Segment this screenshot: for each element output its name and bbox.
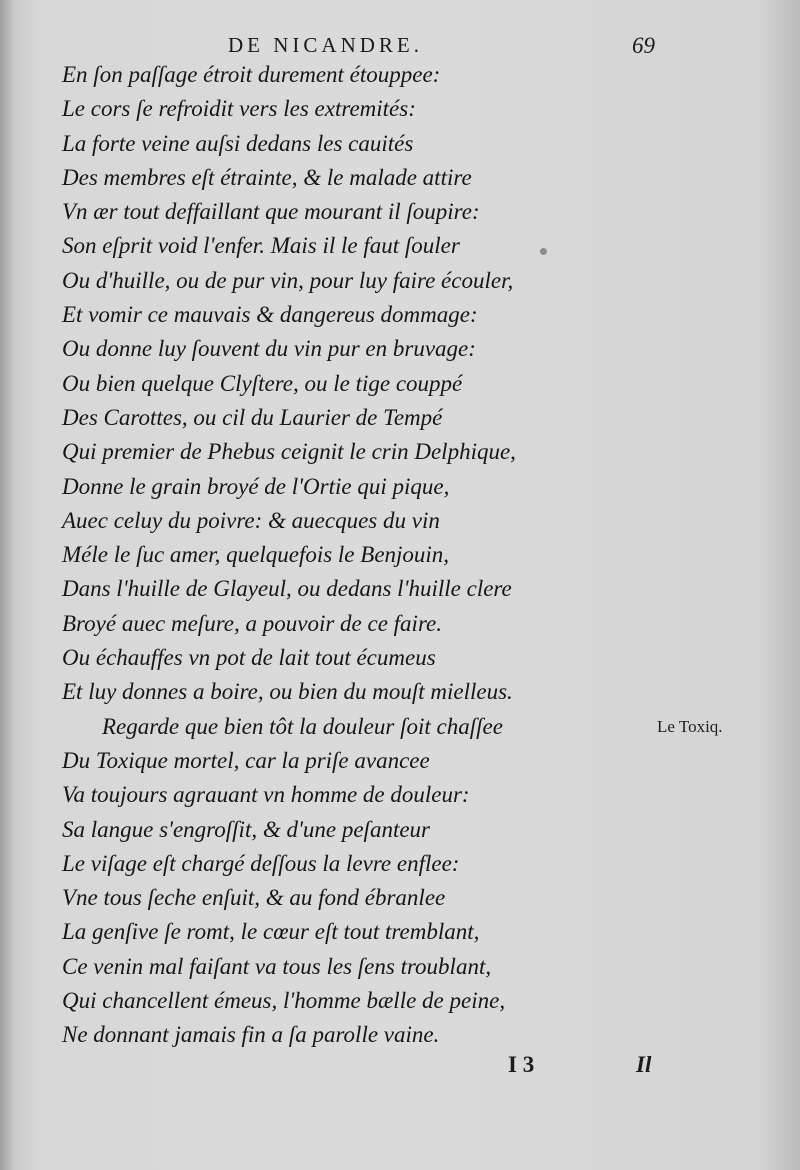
verse-line: Dans l'huille de Glayeul, ou dedans l'huille clere: [62, 576, 512, 602]
verse-text: [62, 58, 622, 1053]
margin-note: Le Toxiq.: [657, 717, 723, 736]
verse-line: Sa langue s'engroſſit, & d'une peſanteur: [62, 816, 430, 842]
verse-line: Le cors ſe refroidit vers les extremités:: [62, 96, 416, 122]
verse-line: La genſive ſe romt, le cœur eſt tout tremblant,: [62, 919, 480, 945]
verse-line: Vn ær tout deffaillant que mourant il ſoupire:: [62, 199, 480, 225]
verse-line: Du Toxique mortel, car la priſe avancee: [62, 747, 430, 773]
page-gutter-shadow: [0, 0, 14, 1170]
verse-line: Ou échauffes vn pot de lait tout écumeus: [62, 645, 436, 671]
running-title: DE NICANDRE.: [228, 33, 423, 57]
verse-line: Ou donne luy ſouvent du vin pur en bruvage:: [62, 336, 476, 362]
verse-line: Des membres eſt étrainte, & le malade attire: [62, 164, 472, 190]
verse-line: Ce venin mal faiſant va tous les ſens troublant,: [62, 953, 492, 979]
verse-line: Et luy donnes a boire, ou bien du mouſt mielleus.: [62, 679, 513, 705]
page-number: 69: [632, 33, 655, 58]
verse-line: Ou bien quelque Clyſtere, ou le tige couppé: [62, 370, 463, 396]
verse-line: Des Carottes, ou cil du Laurier de Tempé: [62, 404, 443, 430]
verse-line: Regarde que bien tôt la douleur ſoit chaſſee: [102, 713, 503, 739]
verse-line: Qui premier de Phebus ceignit le crin Delphique,: [62, 439, 516, 465]
verse-line: Et vomir ce mauvais & dangereus dommage:: [62, 302, 478, 328]
verse-line: Méle le ſuc amer, quelquefois le Benjouin,: [62, 542, 450, 568]
verse-line: Qui chancellent émeus, l'homme bælle de peine,: [62, 988, 506, 1014]
verse-line: Vne tous ſeche enſuit, & au fond ébranlee: [62, 885, 446, 911]
verse-line: Donne le grain broyé de l'Ortie qui pique,: [62, 473, 450, 499]
signature-mark: I 3: [508, 1052, 535, 1077]
verse-line: Auec celuy du poivre: & auecques du vin: [62, 507, 440, 533]
verse-line: En ſon paſſage étroit durement étouppee:: [62, 62, 441, 87]
verse-line: Le viſage eſt chargé deſſous la levre enflee:: [62, 850, 460, 876]
catchword: Il: [636, 1052, 652, 1077]
verse-line: Ne donnant jamais fin a ſa parolle vaine.: [62, 1022, 440, 1048]
verse-line: Va toujours agrauant vn homme de douleur:: [62, 782, 470, 808]
verse-line: Son eſprit void l'enfer. Mais il le faut ſouler: [62, 233, 460, 259]
verse-line: Broyé auec meſure, a pouvoir de ce faire.: [62, 610, 443, 636]
verse-line: La forte veine auſsi dedans les cauités: [62, 130, 414, 156]
verse-line: Ou d'huille, ou de pur vin, pour luy faire écouler,: [62, 267, 514, 293]
